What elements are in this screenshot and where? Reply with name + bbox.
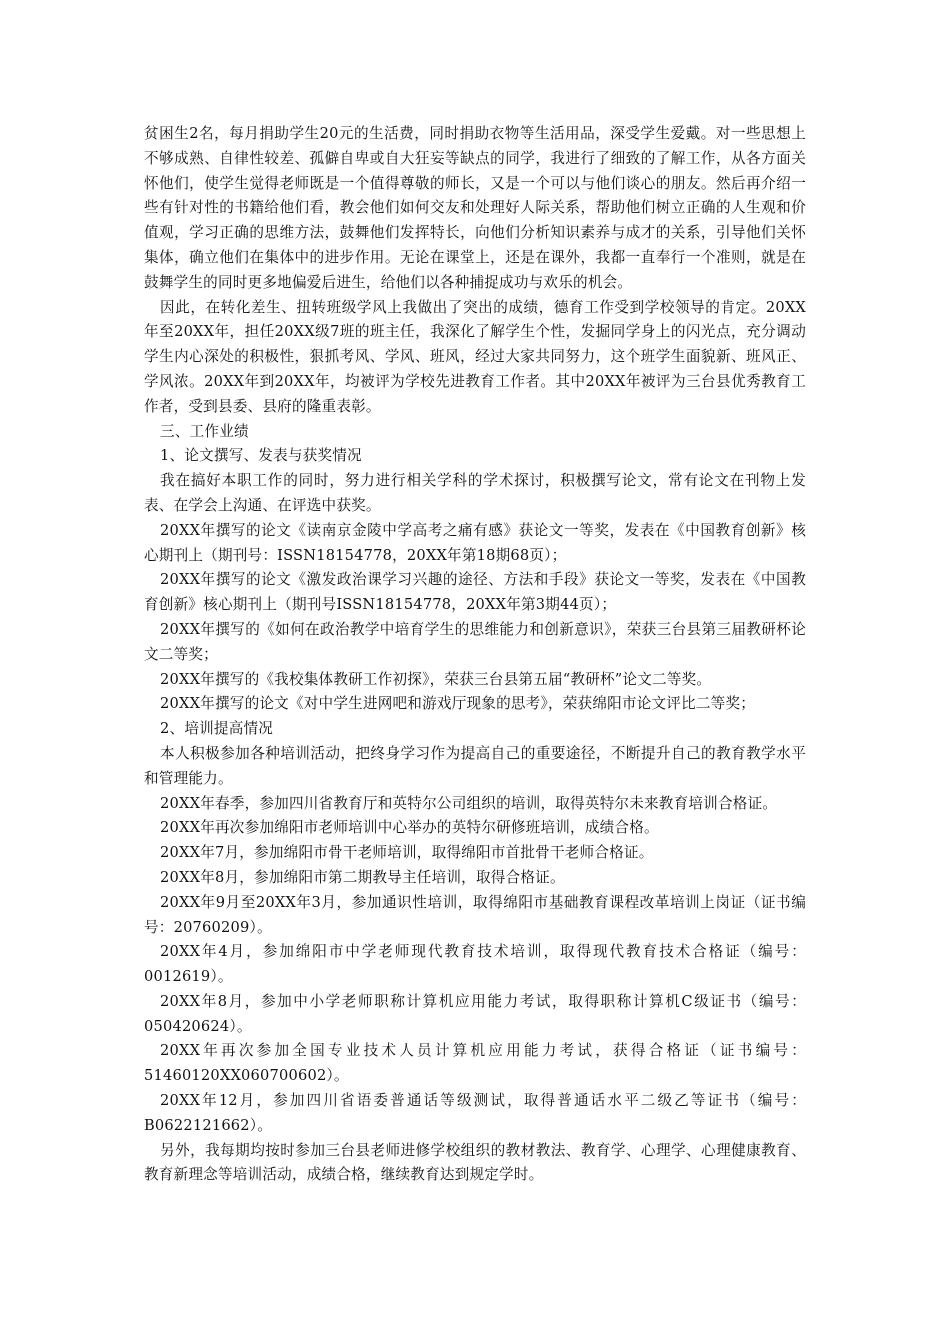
list-item-training: 20XX年8月，参加绵阳市第二期教导主任培训，取得合格证。 <box>160 868 565 886</box>
list-item-training: 20XX年春季，参加四川省教育厅和英特尔公司组织的培训，取得英特尔未来教育培训合格证。 <box>160 794 778 812</box>
list-item-training: 20XX年7月，参加绵阳市骨干老师培训，取得绵阳市首批骨干老师合格证。 <box>160 844 654 862</box>
paragraph-training-intro: 本人积极参加各种培训活动，把终身学习作为提高自己的重要途径，不断提升自己的教育教学水平和管理能力。 <box>144 744 806 787</box>
list-item-training: 20XX年4月，参加绵阳市中学老师现代教育技术培训，取得现代教育技术合格证（编号：0012619）。 <box>144 943 806 986</box>
list-item-paper: 20XX年撰写的《我校集体教研工作初探》，荣获三台县第五届“教研杯”论文二等奖。 <box>160 670 712 688</box>
list-item-paper: 20XX年撰写的《如何在政治教学中培育学生的思维能力和创新意识》，荣获三台县第三届教研杯论文二等奖； <box>144 620 806 663</box>
document-page <box>144 122 806 1188</box>
list-item-paper: 20XX年撰写的论文《读南京金陵中学高考之痛有感》获论文一等奖，发表在《中国教育创新》核心期刊上（期刊号：ISSN18154778，20XX年第18期68页）； <box>144 521 806 564</box>
list-item-paper: 20XX年撰写的论文《激发政治课学习兴趣的途径、方法和手段》获论文一等奖，发表在《中国教育创新》核心期刊上（期刊号ISSN18154778，20XX年第3期44页）； <box>144 571 806 614</box>
subsection-heading-training: 2、培训提高情况 <box>160 720 274 738</box>
section-heading-work-results: 三、工作业绩 <box>160 422 249 440</box>
paragraph-continuation: 贫困生2名，每月捐助学生20元的生活费，同时捐助衣物等生活用品，深受学生爱戴。对一些思想上不够成熟、自律性较差、孤僻自卑或自大狂妄等缺点的同学，我进行了细致的了解工作，从各方面关怀他们，使学生觉得老师既是一个值得尊敬的师长，又是一个可以与他们谈心的朋友。然后再介绍一些有针对性的书籍给他们看，教会他们如何交友和处理好人际关系，帮助他们树立正确的人生观和价值观，学习正确的思维方法，鼓舞他们发挥特长，向他们分析知识素养与成才的关系，引导他们关怀集体，确立他们在集体中的进步作用。无论在课堂上，还是在课外，我都一直奉行一个准则，就是在鼓舞学生的同时更多地偏爱后进生，给他们以各种捕捉成功与欢乐的机会。 <box>144 125 806 291</box>
subsection-heading-papers: 1、论文撰写、发表与获奖情况 <box>160 447 362 465</box>
list-item-training: 20XX年9月至20XX年3月，参加通识性培训，取得绵阳市基础教育课程改革培训上岗证（证书编号：20760209）。 <box>144 893 806 936</box>
paragraph-closing: 另外，我每期均按时参加三台县老师进修学校组织的教材教法、教育学、心理学、心理健康教育、教育新理念等培训活动，成绩合格，继续教育达到规定学时。 <box>144 1141 806 1184</box>
paragraph-papers-intro: 我在搞好本职工作的同时，努力进行相关学科的学术探讨，积极撰写论文，常有论文在刊物上发表、在学会上沟通、在评选中获奖。 <box>144 472 806 514</box>
list-item-paper: 20XX年撰写的论文《对中学生进网吧和游戏厅现象的思考》，荣获绵阳市论文评比二等奖； <box>160 695 756 713</box>
list-item-training: 20XX年8月，参加中小学老师职称计算机应用能力考试，取得职称计算机C级证书（编号：050420624）。 <box>144 992 806 1035</box>
list-item-training: 20XX年再次参加全国专业技术人员计算机应用能力考试，获得合格证（证书编号：51460120XX060700602）。 <box>144 1042 806 1085</box>
list-item-training: 20XX年12月，参加四川省语委普通话等级测试，取得普通话水平二级乙等证书（编号：B0622121662）。 <box>144 1092 806 1134</box>
list-item-training: 20XX年再次参加绵阳市老师培训中心举办的英特尔研修班培训，成绩合格。 <box>160 819 659 837</box>
paragraph-achievements: 因此，在转化差生、扭转班级学风上我做出了突出的成绩，德育工作受到学校领导的肯定。20XX年至20XX年，担任20XX级7班的班主任，我深化了解学生个性，发掘同学身上的闪光点，充分调动学生内心深处的积极性，狠抓考风、学风、班风，经过大家共同努力，这个班学生面貌新、班风正、学风浓。20XX年到20XX年，均被评为学校先进教育工作者。其中20XX年被评为三台县优秀教育工作者，受到县委、县府的隆重表彰。 <box>144 298 806 415</box>
